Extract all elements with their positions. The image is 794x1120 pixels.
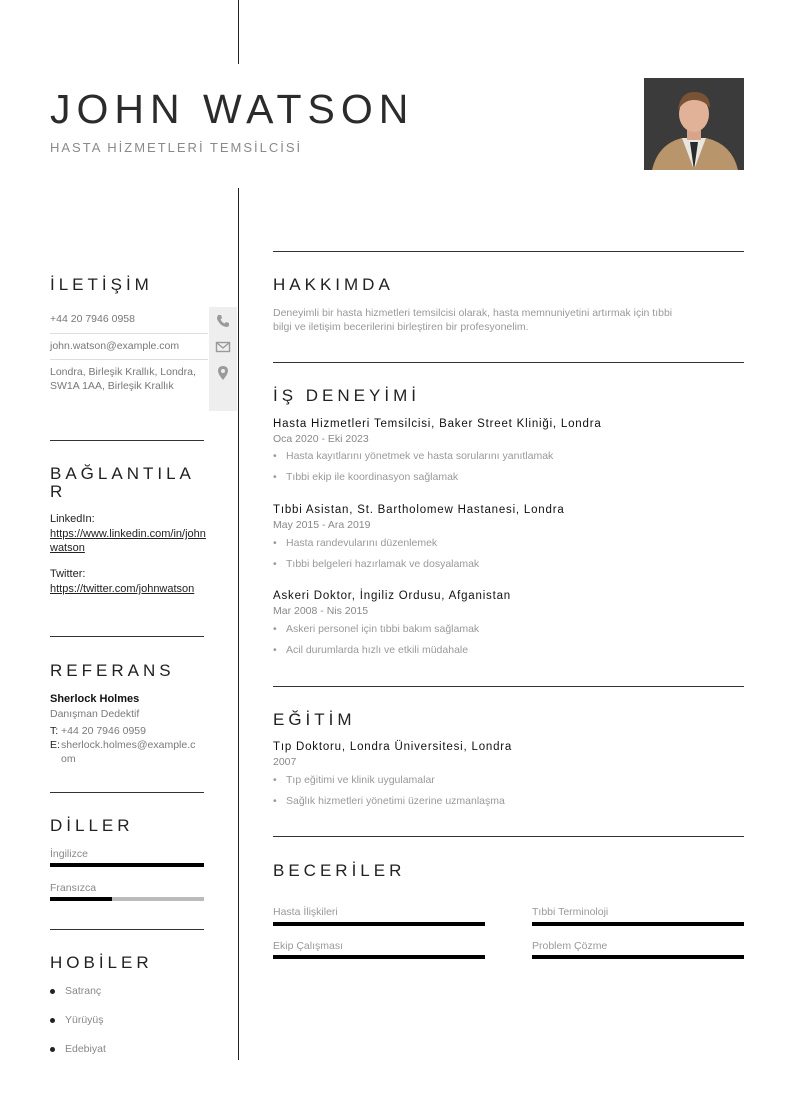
reference-name: Sherlock Holmes: [50, 693, 140, 705]
section-divider: [273, 836, 744, 837]
contact-divider: [50, 333, 208, 334]
job-bullet: • Tıbbi belgeleri hazırlamak ve dosyalamak: [273, 558, 480, 570]
hobby-item: Satranç: [65, 985, 102, 997]
about-text-line: Deneyimli bir hasta hizmetleri temsilcisi olarak, hasta memnuniyetini artırmak için tıbbi: [273, 307, 673, 319]
language-level-bar: [50, 863, 204, 867]
candidate-title: HASTA HİZMETLERİ TEMSİLCİSİ: [50, 140, 303, 155]
about-text-line: bilgi ve iletişim becerilerini birleştiren bir profesyonelim.: [273, 321, 529, 333]
hobby-item: Edebiyat: [65, 1043, 106, 1055]
section-divider: [273, 686, 744, 687]
job-bullet-text: Hasta kayıtlarını yönetmek ve hasta sorularını yanıtlamak: [286, 450, 554, 462]
bullet-dot: [50, 989, 55, 994]
job-bullet: • Hasta randevularını düzenlemek: [273, 537, 438, 549]
phone-icon: [215, 313, 231, 329]
skill-bar: [532, 922, 744, 926]
vertical-divider-top: [238, 0, 239, 64]
location-pin-icon: [215, 365, 231, 381]
bullet-dot: [50, 1018, 55, 1023]
job-bullet-text: Tıbbi belgeleri hazırlamak ve dosyalamak: [286, 558, 480, 570]
skill-label: Problem Çözme: [532, 940, 608, 952]
reference-phone[interactable]: +44 20 7946 0959: [61, 725, 146, 737]
profile-photo: [644, 78, 744, 170]
job-dates: May 2015 - Ara 2019: [273, 519, 371, 531]
contact-address: Londra, Birleşik Krallık, Londra, SW1A 1AA, Birleşik Krallık: [50, 366, 196, 392]
bullet-dot: [50, 1047, 55, 1052]
language-label: Fransızca: [50, 882, 97, 894]
twitter-label: Twitter:: [50, 568, 86, 580]
twitter-link[interactable]: https://twitter.com/johnwatson: [50, 583, 195, 595]
section-divider: [50, 440, 204, 441]
education-heading: EĞİTİM: [273, 710, 356, 729]
mail-icon: [215, 339, 231, 355]
reference-email[interactable]: sherlock.holmes@example.com: [61, 739, 196, 765]
skill-bar: [532, 955, 744, 959]
skill-bar: [273, 955, 485, 959]
languages-heading: DİLLER: [50, 816, 134, 835]
section-divider: [50, 792, 204, 793]
experience-heading: İŞ DENEYİMİ: [273, 386, 420, 405]
job-bullet-text: Askeri personel için tıbbi bakım sağlamak: [286, 623, 480, 635]
section-divider: [50, 636, 204, 637]
education-bullet-text: Sağlık hizmetleri yönetimi üzerine uzmanlaşma: [286, 795, 505, 807]
candidate-name: JOHN WATSON: [50, 86, 415, 132]
skill-label: Hasta İlişkileri: [273, 906, 338, 918]
job-bullet-text: Acil durumlarda hızlı ve etkili müdahale: [286, 644, 469, 656]
language-level-fill: [50, 863, 204, 867]
skill-bar: [273, 922, 485, 926]
section-divider: [273, 362, 744, 363]
language-label: İngilizce: [50, 848, 88, 860]
references-heading: REFERANS: [50, 661, 175, 680]
job-dates: Mar 2008 - Nis 2015: [273, 605, 369, 617]
job-dates: Oca 2020 - Eki 2023: [273, 433, 369, 445]
language-level-fill: [50, 897, 112, 901]
job-bullet-text: Hasta randevularını düzenlemek: [286, 537, 438, 549]
reference-phone-label: T:: [50, 725, 59, 737]
contact-email[interactable]: john.watson@example.com: [50, 340, 180, 352]
skill-label: Tıbbi Terminoloji: [532, 906, 609, 918]
reference-role: Danışman Dedektif: [50, 708, 140, 720]
linkedin-link[interactable]: https://www.linkedin.com/in/johnwatson: [50, 528, 206, 554]
job-bullet: • Acil durumlarda hızlı ve etkili müdahale: [273, 644, 469, 656]
education-bullet-text: Tıp eğitimi ve klinik uygulamalar: [286, 774, 435, 786]
job-bullet-text: Tıbbi ekip ile koordinasyon sağlamak: [286, 471, 459, 483]
section-divider: [50, 929, 204, 930]
about-heading: HAKKIMDA: [273, 275, 394, 294]
job-bullet: • Tıbbi ekip ile koordinasyon sağlamak: [273, 471, 459, 483]
contact-phone[interactable]: +44 20 7946 0958: [50, 313, 135, 325]
linkedin-label: LinkedIn:: [50, 513, 95, 525]
skills-heading: BECERİLER: [273, 861, 406, 880]
job-bullet: • Hasta kayıtlarını yönetmek ve hasta sorularını yanıtlamak: [273, 450, 554, 462]
contact-heading: İLETİŞİM: [50, 275, 153, 294]
reference-email-label: E:: [50, 739, 60, 751]
links-heading: BAĞLANTILA R: [50, 464, 194, 501]
education-title: Tıp Doktoru, Londra Üniversitesi, Londra: [273, 741, 513, 753]
contact-divider: [50, 359, 208, 360]
job-bullet: • Askeri personel için tıbbi bakım sağlamak: [273, 623, 480, 635]
hobby-item: Yürüyüş: [65, 1014, 104, 1026]
section-divider: [273, 251, 744, 252]
vertical-divider-main: [238, 188, 239, 1060]
job-title: Hasta Hizmetleri Temsilcisi, Baker Street Kliniği, Londra: [273, 418, 602, 430]
job-title: Tıbbi Asistan, St. Bartholomew Hastanesi, Londra: [273, 504, 565, 516]
education-year: 2007: [273, 756, 297, 768]
education-bullet: • Tıp eğitimi ve klinik uygulamalar: [273, 774, 435, 786]
contact-icon-column: [209, 307, 237, 411]
language-level-bar: [50, 897, 204, 901]
education-bullet: • Sağlık hizmetleri yönetimi üzerine uzmanlaşma: [273, 795, 505, 807]
skill-label: Ekip Çalışması: [273, 940, 344, 952]
hobbies-heading: HOBİLER: [50, 953, 153, 972]
job-title: Askeri Doktor, İngiliz Ordusu, Afganistan: [273, 590, 511, 602]
